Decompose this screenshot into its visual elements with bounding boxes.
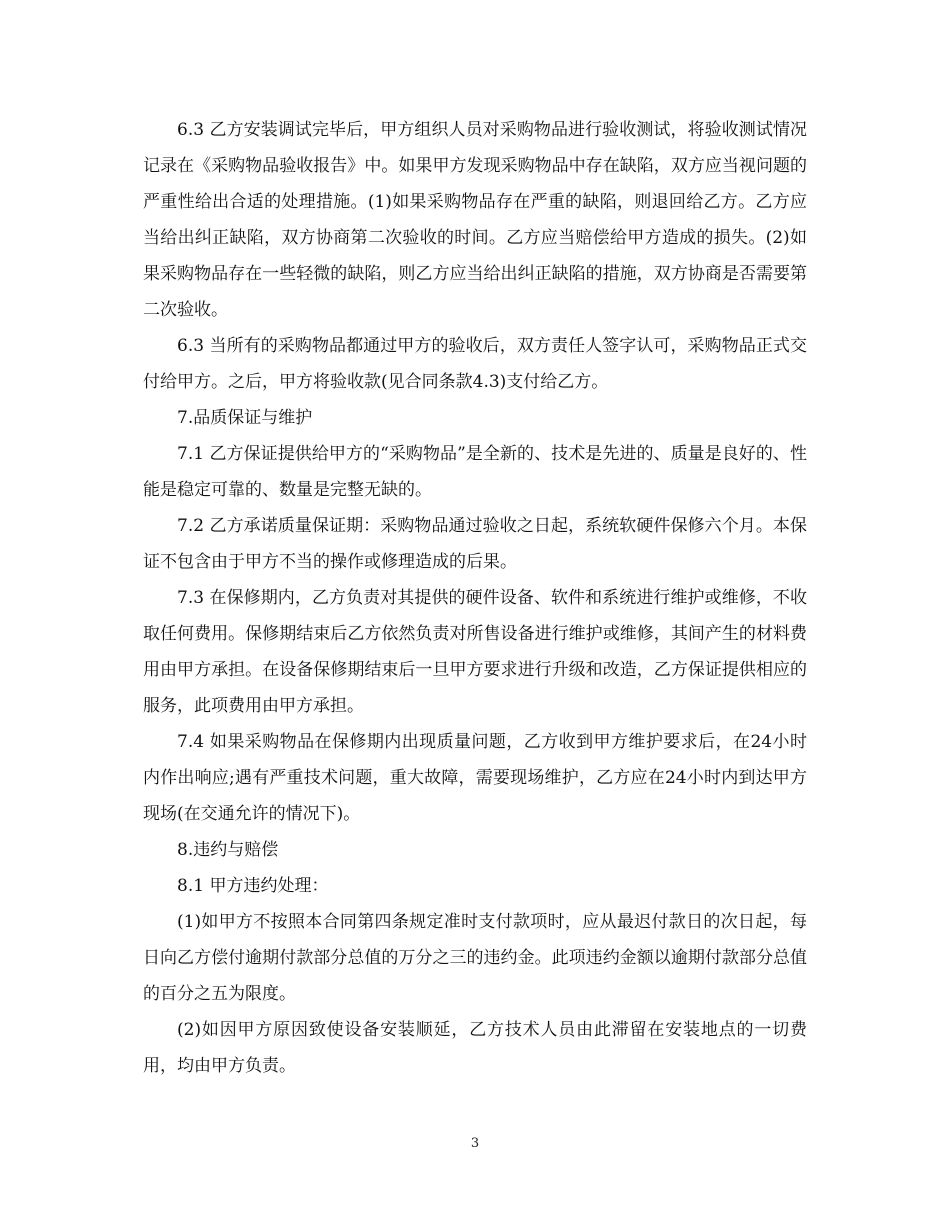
paragraph-6-3-delivery: 6.3 当所有的采购物品都通过甲方的验收后，双方责任人签字认可，采购物品正式交付给甲方。之后，甲方将验收款(见合同条款4.3)支付给乙方。 [143, 336, 807, 392]
paragraph-8-1: 8.1 甲方违约处理： [177, 876, 329, 896]
paragraph-7-3: 7.3 在保修期内，乙方负责对其提供的硬件设备、软件和系统进行维护或维修，不收取任何费用。保修期结束后乙方依然负责对所售设备进行维护或维修，其间产生的材料费用由甲方承担。在设备保修期结束后一旦甲方要求进行升级和改造，乙方保证提供相应的服务，此项费用由甲方承担。 [143, 588, 807, 716]
page-number: 3 [470, 1136, 480, 1151]
section-heading-7: 7.品质保证与维护 [177, 408, 313, 428]
paragraph-7-1: 7.1 乙方保证提供给甲方的“采购物品”是全新的、技术是先进的、质量是良好的、性能是稳定可靠的、数量是完整无缺的。 [143, 444, 807, 500]
paragraph-6-3-acceptance-test: 6.3 乙方安装调试完毕后，甲方组织人员对采购物品进行验收测试，将验收测试情况记录在《采购物品验收报告》中。如果甲方发现采购物品中存在缺陷，双方应当视问题的严重性给出合适的处理措施。(1)如果采购物品存在严重的缺陷，则退回给乙方。乙方应当给出纠正缺陷，双方协商第二次验收的时间。乙方应当赔偿给甲方造成的损失。(2)如果采购物品存在一些轻微的缺陷，则乙方应当给出纠正缺陷的措施，双方协商是否需要第二次验收。 [143, 120, 807, 320]
paragraph-7-4: 7.4 如果采购物品在保修期内出现质量问题，乙方收到甲方维护要求后，在24小时内作出响应;遇有严重技术问题，重大故障，需要现场维护，乙方应在24小时内到达甲方现场(在交通允许的情况下)。 [143, 732, 807, 824]
paragraph-8-1-item-1: (1)如甲方不按照本合同第四条规定准时支付款项时，应从最迟付款日的次日起，每日向乙方偿付逾期付款部分总值的万分之三的违约金。此项违约金额以逾期付款部分总值的百分之五为限度。 [143, 912, 807, 1004]
section-heading-8: 8.违约与赔偿 [177, 840, 279, 860]
paragraph-7-2: 7.2 乙方承诺质量保证期：采购物品通过验收之日起，系统软硬件保修六个月。本保证不包含由于甲方不当的操作或修理造成的后果。 [143, 516, 807, 572]
paragraph-8-1-item-2: (2)如因甲方原因致使设备安装顺延，乙方技术人员由此滞留在安装地点的一切费用，均由甲方负责。 [143, 1020, 807, 1076]
document-body [143, 112, 807, 1084]
